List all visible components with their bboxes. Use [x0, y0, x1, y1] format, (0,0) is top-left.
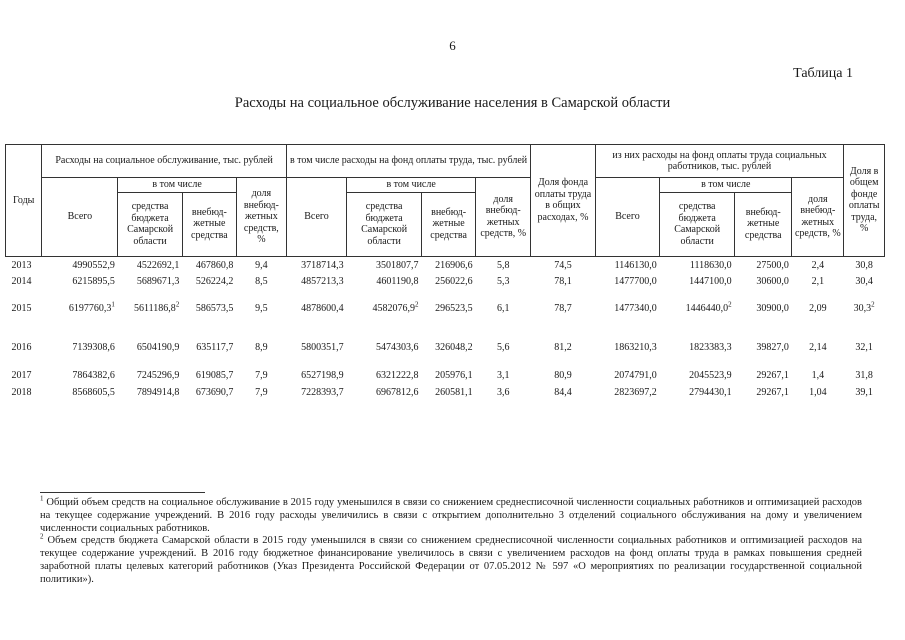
- cell-social-payroll-total: [595, 256, 659, 273]
- cell-value: 326048,2: [435, 341, 473, 353]
- cell-total-expenses: [42, 328, 118, 367]
- cell-share-total-payroll: [844, 256, 885, 273]
- header-including-3: в том числе: [660, 178, 792, 193]
- document-title: Расходы на социальное обслуживание населения в Самарской области: [234, 95, 671, 111]
- cell-value: 1,4: [811, 369, 825, 381]
- cell-value: 3,1: [496, 369, 510, 381]
- cell-payroll-share: [531, 367, 595, 384]
- cell-budget-funds: [118, 328, 182, 367]
- cell-payroll-extra-share: [476, 273, 531, 290]
- cell-social-payroll-extrabudget: [735, 256, 792, 273]
- cell-value: 8,5: [255, 275, 268, 287]
- cell-payroll-total: [286, 367, 346, 384]
- table-row: [6, 256, 885, 273]
- footnote-ref: 2: [871, 300, 875, 309]
- table-row: [6, 273, 885, 290]
- cell-extrabudget-share: [236, 290, 286, 328]
- cell-payroll-share: [531, 290, 595, 328]
- cell-value: 4582076,9: [372, 303, 416, 315]
- cell-social-payroll-extrabudget: [735, 290, 792, 328]
- cell-payroll-extra-share: [476, 384, 531, 401]
- cell-social-extra-share: [792, 256, 844, 273]
- cell-value: 216906,6: [435, 260, 473, 271]
- cell-share-total-payroll: [844, 384, 885, 401]
- cell-year: [6, 256, 42, 273]
- cell-value: 1446440,0: [685, 303, 729, 315]
- cell-value: 7864382,6: [72, 369, 115, 381]
- cell-extrabudget-share: [236, 273, 286, 290]
- cell-payroll-extra-share: [476, 367, 531, 384]
- cell-value: 3,6: [496, 386, 510, 398]
- cell-value: 84,4: [554, 386, 572, 398]
- cell-budget-funds: [118, 367, 182, 384]
- table-header: [6, 145, 885, 257]
- cell-value: 29267,1: [756, 386, 789, 398]
- cell-year: [6, 367, 42, 384]
- cell-value: 30,3: [853, 303, 872, 315]
- cell-value: 7894914,8: [136, 386, 180, 398]
- cell-payroll-extrabudget: [422, 384, 476, 401]
- cell-value: 2013: [11, 260, 32, 271]
- cell-value: 31,8: [855, 369, 873, 381]
- cell-year: [6, 273, 42, 290]
- cell-value: 3718714,3: [301, 260, 344, 271]
- header-extra-share-1: доля внебюд-жетных средств, %: [236, 178, 286, 257]
- cell-payroll-total: [286, 384, 346, 401]
- cell-value: 2,09: [809, 303, 827, 315]
- cell-value: 9,5: [255, 303, 268, 315]
- cell-value: 39,1: [855, 386, 873, 398]
- cell-value: 9,4: [255, 260, 268, 271]
- cell-social-payroll-extrabudget: [735, 328, 792, 367]
- cell-payroll-budget: [347, 328, 422, 367]
- header-extrabudget-1: внебюд-жетные средства: [182, 192, 236, 256]
- cell-value: 2045523,9: [689, 369, 732, 381]
- cell-extrabudget-share: [236, 384, 286, 401]
- cell-value: 1118630,0: [689, 260, 732, 271]
- cell-payroll-total: [286, 273, 346, 290]
- cell-value: 1,04: [809, 386, 827, 398]
- cell-payroll-share: [531, 273, 595, 290]
- footnote-separator: [40, 492, 205, 493]
- footnote-ref: 2: [175, 300, 180, 309]
- cell-value: 6527198,9: [301, 369, 344, 381]
- cell-value: 7139308,6: [72, 341, 115, 353]
- cell-value: 2823697,2: [614, 386, 657, 398]
- cell-value: 4522692,1: [136, 260, 180, 271]
- cell-payroll-share: [531, 256, 595, 273]
- cell-value: 30,8: [855, 260, 873, 271]
- cell-social-payroll-total: [595, 384, 659, 401]
- cell-value: 80,9: [554, 369, 572, 381]
- cell-value: 39827,0: [756, 341, 789, 353]
- footnotes: [40, 494, 862, 587]
- cell-value: 619085,7: [195, 369, 234, 381]
- cell-social-payroll-extrabudget: [735, 384, 792, 401]
- cell-payroll-budget: [347, 384, 422, 401]
- cell-social-payroll-total: [595, 290, 659, 328]
- cell-share-total-payroll: [844, 328, 885, 367]
- cell-value: 74,5: [554, 260, 572, 271]
- footnote-ref: 2: [728, 300, 732, 309]
- footnote-ref: 2: [415, 300, 419, 309]
- cell-social-payroll-budget: [660, 256, 735, 273]
- cell-total-expenses: [42, 290, 118, 328]
- cell-value: 5800351,7: [301, 341, 344, 353]
- footnote-mark: 1: [40, 494, 44, 503]
- cell-payroll-extrabudget: [422, 290, 476, 328]
- cell-value: 1477340,0: [614, 303, 657, 315]
- footnote-ref: 1: [111, 300, 115, 309]
- cell-social-payroll-budget: [660, 384, 735, 401]
- cell-value: 5,3: [496, 275, 510, 287]
- cell-payroll-extrabudget: [422, 273, 476, 290]
- cell-social-extra-share: [792, 290, 844, 328]
- cell-social-payroll-extrabudget: [735, 367, 792, 384]
- cell-value: 1477700,0: [614, 275, 657, 287]
- cell-year: [6, 328, 42, 367]
- cell-budget-funds: [118, 256, 182, 273]
- cell-value: 4601190,8: [376, 275, 419, 287]
- page-number: 6: [449, 38, 456, 53]
- header-including-1: в том числе: [118, 178, 237, 193]
- cell-value: 6215895,5: [72, 275, 115, 287]
- cell-extrabudget-funds: [182, 367, 236, 384]
- table-body: [6, 256, 885, 401]
- cell-value: 296523,5: [435, 303, 473, 315]
- expenditure-table: [5, 144, 885, 401]
- cell-social-payroll-total: [595, 367, 659, 384]
- cell-total-expenses: [42, 256, 118, 273]
- cell-value: 30900,0: [756, 303, 789, 315]
- cell-year: [6, 290, 42, 328]
- cell-value: 5,8: [496, 260, 510, 271]
- cell-payroll-total: [286, 290, 346, 328]
- cell-social-payroll-total: [595, 328, 659, 367]
- cell-value: 6967812,6: [376, 386, 419, 398]
- cell-value: 6,1: [496, 303, 510, 315]
- header-social-expenses: Расходы на социальное обслуживание, тыс. рублей: [42, 145, 286, 178]
- cell-value: 2015: [11, 303, 32, 315]
- cell-payroll-share: [531, 328, 595, 367]
- header-budget-1: средства бюджета Самарской области: [118, 192, 182, 256]
- cell-payroll-budget: [347, 273, 422, 290]
- cell-budget-funds: [118, 290, 182, 328]
- cell-value: 2,4: [811, 260, 825, 271]
- cell-value: 29267,1: [756, 369, 789, 381]
- header-budget-2: средства бюджета Самарской области: [347, 192, 422, 256]
- cell-payroll-budget: [347, 367, 422, 384]
- cell-social-payroll-budget: [660, 273, 735, 290]
- cell-social-payroll-budget: [660, 290, 735, 328]
- cell-value: 526224,2: [195, 275, 234, 287]
- cell-value: 4857213,3: [301, 275, 344, 287]
- cell-value: 30600,0: [756, 275, 789, 287]
- cell-payroll-extrabudget: [422, 256, 476, 273]
- cell-payroll-extra-share: [476, 256, 531, 273]
- cell-value: 1823383,3: [689, 341, 732, 353]
- cell-extrabudget-funds: [182, 384, 236, 401]
- cell-value: 4990552,9: [72, 260, 115, 271]
- cell-social-extra-share: [792, 328, 844, 367]
- cell-value: 8568605,5: [72, 386, 115, 398]
- cell-share-total-payroll: [844, 367, 885, 384]
- footnote-1: [40, 494, 862, 535]
- header-extrabudget-3: внебюд-жетные средства: [735, 192, 792, 256]
- cell-year: [6, 384, 42, 401]
- header-payroll-expenses: в том числе расходы на фонд оплаты труда, тыс. рублей: [286, 145, 530, 178]
- header-total-3: Всего: [595, 178, 659, 257]
- cell-value: 1447100,0: [689, 275, 732, 287]
- cell-value: 78,7: [554, 303, 572, 315]
- header-payroll-share: Доля фонда оплаты труда в общих расходах, %: [531, 145, 595, 257]
- cell-value: 27500,0: [756, 260, 789, 271]
- header-social-workers-payroll: из них расходы на фонд оплаты труда социальных работников, тыс. рублей: [595, 145, 844, 178]
- cell-social-payroll-extrabudget: [735, 273, 792, 290]
- cell-value: 5689671,3: [136, 275, 180, 287]
- cell-value: 2074791,0: [614, 369, 657, 381]
- cell-value: 2014: [11, 275, 32, 287]
- cell-social-payroll-total: [595, 273, 659, 290]
- cell-budget-funds: [118, 273, 182, 290]
- cell-budget-funds: [118, 384, 182, 401]
- cell-value: 1146130,0: [614, 260, 657, 271]
- cell-value: 5,6: [496, 341, 510, 353]
- header-share-total-payroll: Доля в общем фонде оплаты труда, %: [844, 145, 885, 257]
- cell-payroll-budget: [347, 256, 422, 273]
- cell-value: 586573,5: [195, 303, 234, 315]
- cell-value: 8,9: [255, 341, 268, 353]
- table-row: [6, 328, 885, 367]
- header-total-1: Всего: [42, 178, 118, 257]
- cell-payroll-extrabudget: [422, 328, 476, 367]
- cell-social-extra-share: [792, 273, 844, 290]
- header-extra-share-3: доля внебюд-жетных средств, %: [792, 178, 844, 257]
- cell-value: 3501807,7: [376, 260, 419, 271]
- table-row: [6, 384, 885, 401]
- cell-value: 78,1: [554, 275, 572, 287]
- cell-extrabudget-funds: [182, 290, 236, 328]
- cell-value: 1863210,3: [614, 341, 657, 353]
- cell-value: 2794430,1: [689, 386, 732, 398]
- cell-value: 2,14: [809, 341, 827, 353]
- cell-payroll-extrabudget: [422, 367, 476, 384]
- cell-extrabudget-funds: [182, 328, 236, 367]
- cell-share-total-payroll: [844, 290, 885, 328]
- cell-value: 2,1: [811, 275, 825, 287]
- cell-value: 673690,7: [195, 386, 234, 398]
- cell-value: 6321222,8: [376, 369, 419, 381]
- header-total-2: Всего: [286, 178, 346, 257]
- cell-value: 7245296,9: [136, 369, 180, 381]
- table-label: Таблица 1: [793, 66, 853, 81]
- cell-value: 30,4: [855, 275, 873, 287]
- cell-value: 5474303,6: [376, 341, 419, 353]
- cell-value: 2018: [11, 386, 32, 398]
- cell-social-extra-share: [792, 367, 844, 384]
- cell-payroll-extra-share: [476, 328, 531, 367]
- header-including-2: в том числе: [347, 178, 476, 193]
- header-extrabudget-2: внебюд-жетные средства: [422, 192, 476, 256]
- cell-social-payroll-budget: [660, 367, 735, 384]
- cell-extrabudget-share: [236, 256, 286, 273]
- cell-payroll-total: [286, 256, 346, 273]
- table-row: [6, 367, 885, 384]
- cell-value: 7228393,7: [301, 386, 344, 398]
- cell-value: 32,1: [855, 341, 873, 353]
- cell-value: 6197760,3: [68, 303, 112, 315]
- cell-value: 205976,1: [435, 369, 473, 381]
- cell-value: 2016: [11, 341, 32, 353]
- cell-extrabudget-share: [236, 328, 286, 367]
- cell-value: 7,9: [255, 386, 268, 398]
- cell-total-expenses: [42, 367, 118, 384]
- cell-value: 467860,8: [195, 260, 234, 271]
- cell-value: 256022,6: [435, 275, 473, 287]
- cell-value: 81,2: [554, 341, 572, 353]
- cell-extrabudget-funds: [182, 273, 236, 290]
- footnote-text: Объем средств бюджета Самарской области в 2015 году уменьшился в связи со снижением среднесписочной численности социальных работников и оптимизацией расходов на текущее содержание учреждений. В 2016 году бюджетное финансирование увеличилось в связи с увеличением расходов на фонд оплаты труда в рамках повышения средней заработной платы целевых категорий работников (Указ Президента Российской Федерации от 07.05.2012 № 597 «О мероприятиях по реализации государственной социальной политики»).: [40, 535, 862, 585]
- cell-value: 7,9: [255, 369, 268, 381]
- cell-share-total-payroll: [844, 273, 885, 290]
- header-years: Годы: [6, 145, 42, 257]
- footnote-2: [40, 532, 862, 586]
- cell-total-expenses: [42, 273, 118, 290]
- footnote-text: Общий объем средств на социальное обслуживание в 2015 году уменьшился в связи со снижением среднесписочной численности социальных работников и оптимизацией расходов на текущее содержание учреждений. В 2016 году расходы увеличились в связи с открытием дополнительно 3 отделений социального обслуживания на дому и увеличением численности социальных работников.: [40, 497, 862, 534]
- cell-value: 5611186,8: [134, 303, 176, 315]
- cell-social-payroll-budget: [660, 328, 735, 367]
- cell-total-expenses: [42, 384, 118, 401]
- cell-value: 635117,7: [196, 341, 234, 353]
- cell-extrabudget-share: [236, 367, 286, 384]
- cell-value: 260581,1: [435, 386, 473, 398]
- cell-value: 2017: [11, 369, 32, 381]
- footnote-mark: 2: [40, 532, 44, 541]
- cell-social-extra-share: [792, 384, 844, 401]
- cell-value: 6504190,9: [136, 341, 180, 353]
- table-row: [6, 290, 885, 328]
- cell-extrabudget-funds: [182, 256, 236, 273]
- header-extra-share-2: доля внебюд-жетных средств, %: [476, 178, 531, 257]
- cell-payroll-total: [286, 328, 346, 367]
- cell-payroll-budget: [347, 290, 422, 328]
- cell-value: 4878600,4: [301, 303, 344, 315]
- cell-payroll-extra-share: [476, 290, 531, 328]
- header-budget-3: средства бюджета Самарской области: [660, 192, 735, 256]
- cell-payroll-share: [531, 384, 595, 401]
